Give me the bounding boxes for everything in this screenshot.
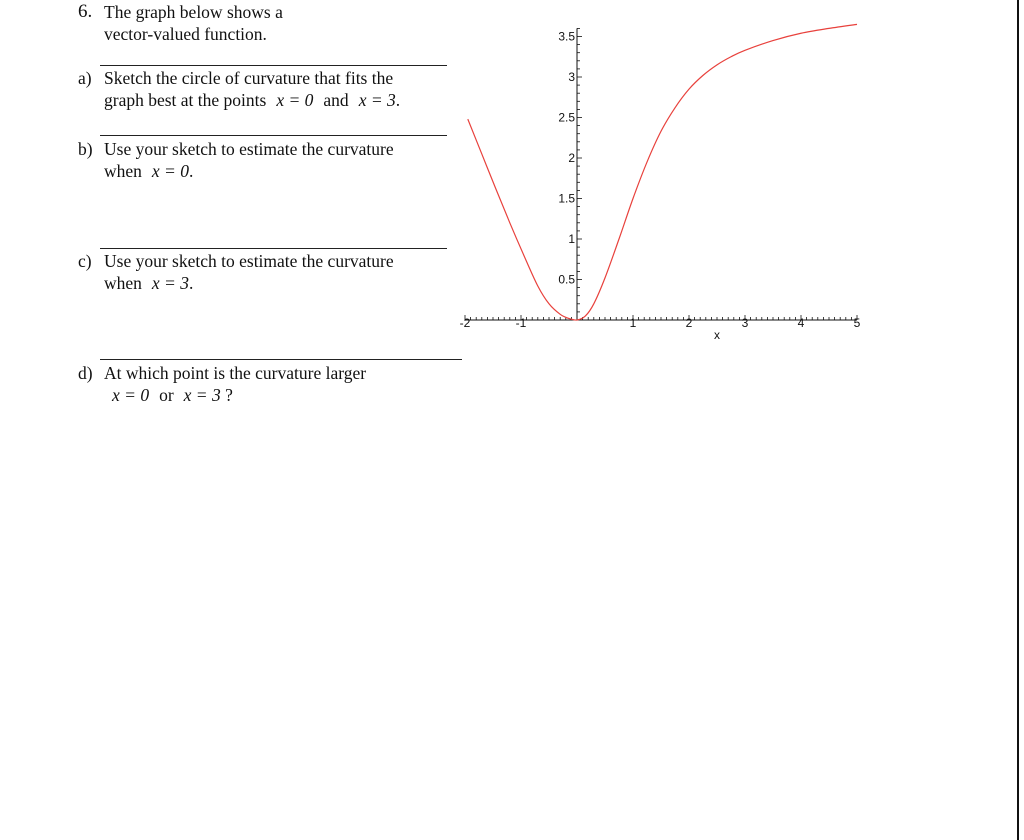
part-c-prefix: when: [104, 273, 142, 293]
part-b-line-1: Use your sketch to estimate the curvature: [104, 139, 394, 159]
part-d-suffix: ?: [220, 385, 233, 405]
x-axis-label: x: [714, 328, 720, 342]
part-a-conjunction: and: [323, 90, 349, 110]
x-tick-label: 2: [685, 316, 693, 330]
answer-divider-b: [100, 135, 447, 136]
part-b-text: [104, 138, 464, 182]
part-b-prefix: when: [104, 161, 142, 181]
part-d-line-1: At which point is the curvature larger: [104, 363, 367, 383]
part-d-point-1: x = 0: [112, 385, 150, 405]
part-a-suffix: .: [395, 90, 401, 110]
problem-intro-line-2: vector-valued function.: [104, 24, 267, 44]
series-layer: [468, 24, 857, 320]
part-a-line-1: Sketch the circle of curvature that fits the: [104, 68, 394, 88]
answer-divider-a: [100, 65, 447, 66]
part-c-line-1: Use your sketch to estimate the curvature: [104, 251, 394, 271]
page-right-border: [1017, 0, 1019, 840]
part-c-suffix: .: [188, 273, 194, 293]
part-d-conjunction: or: [159, 385, 174, 405]
part-a-text: [104, 67, 464, 111]
axis-ticks: [465, 28, 857, 320]
axis-labels: [460, 30, 861, 343]
part-a-letter: a): [78, 68, 92, 88]
part-b-letter: b): [78, 139, 93, 159]
x-tick-label: -2: [459, 316, 471, 330]
y-tick-label: 3.5: [558, 29, 575, 44]
x-tick-label: 3: [741, 316, 749, 330]
part-c-point: x = 3: [151, 273, 189, 293]
y-tick-label: 1: [568, 232, 575, 246]
problem-intro: [104, 1, 404, 45]
part-d-line-2: [104, 384, 464, 406]
vector-function-graph: [450, 30, 870, 360]
part-c-text: [104, 250, 464, 294]
x-tick-label: 1: [629, 316, 637, 330]
part-a-point-2: x = 3: [358, 90, 396, 110]
part-d-text: [104, 362, 464, 406]
part-d-point-2: x = 3: [183, 385, 221, 405]
part-c-line-2: [104, 272, 464, 294]
part-d-letter: d): [78, 363, 93, 383]
x-tick-label: 4: [797, 316, 805, 330]
part-b-suffix: .: [188, 161, 194, 181]
part-b-point: x = 0: [151, 161, 189, 181]
y-tick-label: 1.5: [558, 191, 575, 206]
y-tick-label: 2: [568, 151, 575, 165]
y-tick-label: 3: [568, 70, 575, 84]
problem-intro-line-1: The graph below shows a: [104, 2, 283, 22]
x-tick-label: -1: [515, 316, 527, 330]
part-a-prefix: graph best at the points: [104, 90, 267, 110]
part-b-line-2: [104, 160, 464, 182]
axes: [465, 28, 857, 320]
x-tick-label: 5: [853, 316, 861, 330]
y-tick-label: 0.5: [558, 272, 575, 287]
answer-divider-d: [100, 359, 462, 360]
part-c-letter: c): [78, 251, 92, 271]
part-a-point-1: x = 0: [276, 90, 314, 110]
answer-divider-c: [100, 248, 447, 249]
y-tick-label: 2.5: [558, 110, 575, 125]
part-a-line-2: [104, 89, 464, 111]
curve-series-line: [468, 24, 857, 320]
problem-number: 6.: [78, 1, 93, 22]
